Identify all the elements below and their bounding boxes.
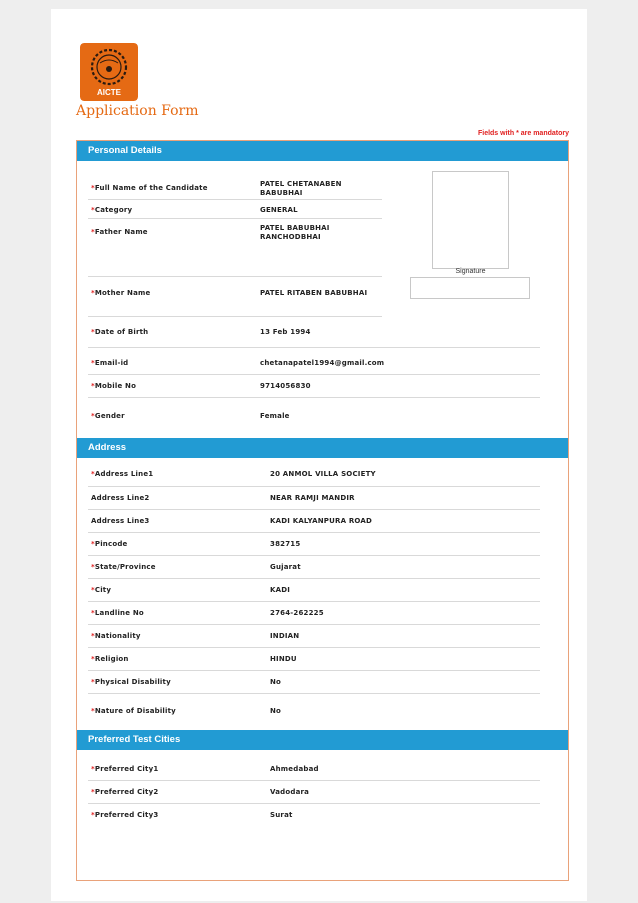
mandatory-note: Fields with * are mandatory xyxy=(477,130,569,137)
field-value: 9714056830 xyxy=(260,382,311,390)
field-row xyxy=(88,624,540,648)
field-value: KADI KALYANPURA ROAD xyxy=(270,517,373,525)
field-value: Ahmedabad xyxy=(270,765,319,773)
application-page xyxy=(51,9,587,901)
field-row xyxy=(88,171,382,200)
field-value: Gujarat xyxy=(270,563,301,571)
field-label: Address Line3 xyxy=(91,517,150,525)
field-row xyxy=(88,316,540,348)
field-label: *Mobile No xyxy=(91,382,137,390)
field-label: *Mother Name xyxy=(91,289,151,297)
field-row xyxy=(88,647,540,671)
required-marker: * xyxy=(91,289,95,297)
field-row xyxy=(88,347,540,375)
field-row xyxy=(88,601,540,625)
required-marker: * xyxy=(91,563,95,571)
field-row xyxy=(88,374,540,398)
form-title: Application Form xyxy=(76,103,199,119)
field-label: *Preferred City2 xyxy=(91,788,159,796)
field-value: chetanapatel1994@gmail.com xyxy=(260,359,385,367)
field-row xyxy=(88,397,540,427)
field-row xyxy=(88,486,540,510)
field-value: Vadodara xyxy=(270,788,310,796)
required-marker: * xyxy=(91,382,95,390)
required-marker: * xyxy=(91,184,95,192)
aicte-emblem-icon xyxy=(80,43,138,101)
field-value: 20 ANMOL VILLA SOCIETY xyxy=(270,470,376,478)
required-marker: * xyxy=(91,678,95,686)
required-marker: * xyxy=(91,765,95,773)
field-label: *Physical Disability xyxy=(91,678,171,686)
field-label: *Gender xyxy=(91,412,125,420)
field-label: *Pincode xyxy=(91,540,128,548)
required-marker: * xyxy=(91,632,95,640)
field-label: *Preferred City1 xyxy=(91,765,159,773)
field-label: *Email-id xyxy=(91,359,129,367)
field-label: *Category xyxy=(91,206,133,214)
field-row xyxy=(88,803,540,823)
section-header-personal-details: Personal Details xyxy=(77,141,568,161)
required-marker: * xyxy=(91,540,95,548)
logo-text: AICTE xyxy=(97,88,121,97)
signature-label: Signature xyxy=(455,268,486,275)
required-marker: * xyxy=(91,586,95,594)
field-label: *Father Name xyxy=(91,228,148,236)
field-label: Address Line2 xyxy=(91,494,150,502)
field-value: 13 Feb 1994 xyxy=(260,328,311,336)
field-label: *Date of Birth xyxy=(91,328,149,336)
section-header-preferred-test-cities: Preferred Test Cities xyxy=(77,730,568,750)
field-value: Surat xyxy=(270,811,293,819)
required-marker: * xyxy=(91,359,95,367)
field-label: *City xyxy=(91,586,112,594)
field-row xyxy=(88,578,540,602)
field-label: *Nature of Disability xyxy=(91,707,176,715)
field-label: *Nationality xyxy=(91,632,141,640)
field-value: KADI xyxy=(270,586,291,594)
aicte-logo xyxy=(80,43,138,101)
field-row xyxy=(88,276,382,317)
required-marker: * xyxy=(91,811,95,819)
field-value: No xyxy=(270,707,282,715)
required-marker: * xyxy=(91,412,95,420)
field-value: No xyxy=(270,678,282,686)
photo-box xyxy=(432,171,509,269)
field-value: HINDU xyxy=(270,655,297,663)
field-row xyxy=(88,670,540,694)
form-frame xyxy=(76,140,569,881)
field-row xyxy=(88,532,540,556)
required-marker: * xyxy=(91,655,95,663)
field-label: *Landline No xyxy=(91,609,144,617)
field-row xyxy=(88,780,540,804)
field-row xyxy=(88,463,540,487)
field-value: PATEL BABUBHAI RANCHODBHAI xyxy=(260,224,330,241)
field-row xyxy=(88,555,540,579)
field-label: *State/Province xyxy=(91,563,156,571)
field-value: NEAR RAMJI MANDIR xyxy=(270,494,355,502)
field-value: PATEL RITABEN BABUBHAI xyxy=(260,289,368,297)
field-value: 382715 xyxy=(270,540,301,548)
field-label: *Religion xyxy=(91,655,129,663)
signature-box xyxy=(410,277,530,299)
field-value: PATEL CHETANABEN BABUBHAI xyxy=(260,180,342,197)
required-marker: * xyxy=(91,206,95,214)
field-value: GENERAL xyxy=(260,206,298,214)
field-label: *Address Line1 xyxy=(91,470,154,478)
required-marker: * xyxy=(91,228,95,236)
required-marker: * xyxy=(91,788,95,796)
field-row xyxy=(88,693,540,723)
field-label: *Preferred City3 xyxy=(91,811,159,819)
field-value: 2764-262225 xyxy=(270,609,324,617)
required-marker: * xyxy=(91,328,95,336)
field-row xyxy=(88,218,382,277)
field-value: INDIAN xyxy=(270,632,300,640)
required-marker: * xyxy=(91,609,95,617)
field-value: Female xyxy=(260,412,290,420)
field-row xyxy=(88,509,540,533)
required-marker: * xyxy=(91,707,95,715)
field-label: *Full Name of the Candidate xyxy=(91,184,208,192)
field-row xyxy=(88,757,540,781)
field-row xyxy=(88,199,382,219)
required-marker: * xyxy=(91,470,95,478)
section-header-address: Address xyxy=(77,438,568,458)
